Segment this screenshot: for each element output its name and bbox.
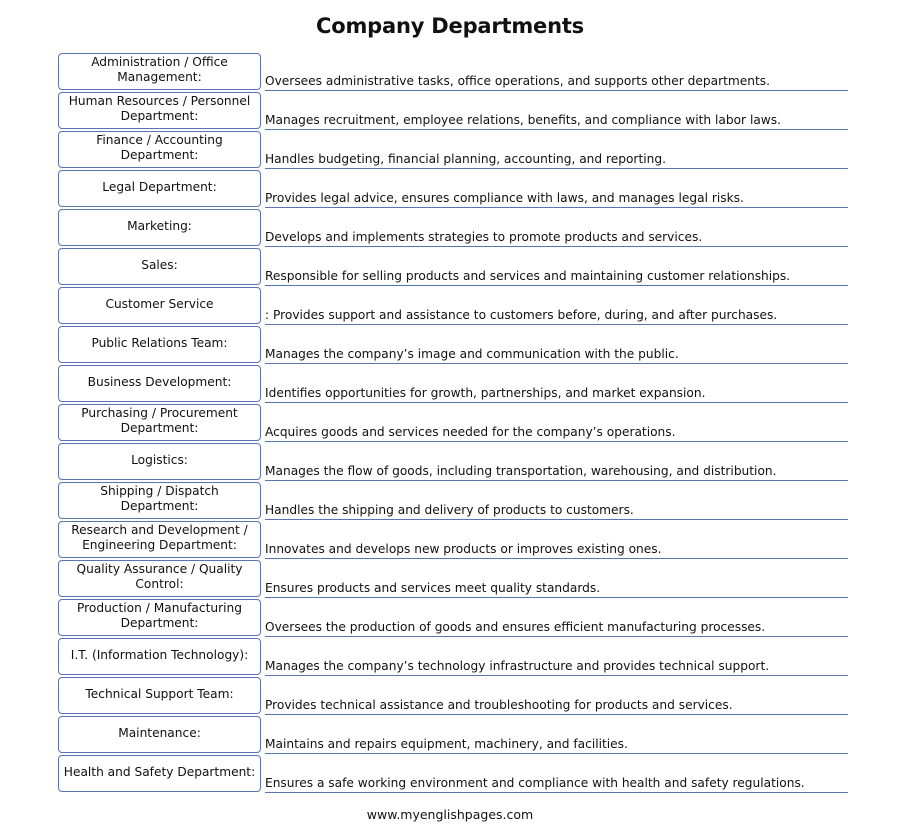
department-name: Legal Department: (58, 170, 261, 207)
department-name: Customer Service (58, 287, 261, 324)
department-description: Innovates and develops new products or improves existing ones. (265, 521, 848, 559)
department-row (58, 209, 848, 248)
department-row (58, 677, 848, 716)
department-description: Develops and implements strategies to promote products and services. (265, 209, 848, 247)
department-name: Shipping / Dispatch Department: (58, 482, 261, 519)
department-row (58, 170, 848, 209)
department-row (58, 755, 848, 794)
department-name: Purchasing / Procurement Department: (58, 404, 261, 441)
department-description: Handles the shipping and delivery of products to customers. (265, 482, 848, 520)
department-description: Provides legal advice, ensures compliance with laws, and manages legal risks. (265, 170, 848, 208)
page-title: Company Departments (316, 14, 584, 38)
department-row (58, 92, 848, 131)
department-name: Logistics: (58, 443, 261, 480)
department-name: Administration / Office Management: (58, 53, 261, 90)
department-row (58, 482, 848, 521)
department-name: Health and Safety Department: (58, 755, 261, 792)
department-name: Maintenance: (58, 716, 261, 753)
department-name: Business Development: (58, 365, 261, 402)
footer-url: www.myenglishpages.com (366, 807, 534, 822)
department-description: Oversees the production of goods and ensures efficient manufacturing processes. (265, 599, 848, 637)
department-row (58, 521, 848, 560)
department-list (58, 53, 848, 794)
department-name: Public Relations Team: (58, 326, 261, 363)
department-name: Research and Development / Engineering Department: (58, 521, 261, 558)
department-description: : Provides support and assistance to customers before, during, and after purchases. (265, 287, 848, 325)
department-description: Identifies opportunities for growth, partnerships, and market expansion. (265, 365, 848, 403)
department-row (58, 599, 848, 638)
department-description: Manages recruitment, employee relations, benefits, and compliance with labor laws. (265, 92, 848, 130)
department-name: Marketing: (58, 209, 261, 246)
department-row (58, 443, 848, 482)
department-name: I.T. (Information Technology): (58, 638, 261, 675)
department-name: Technical Support Team: (58, 677, 261, 714)
department-description: Ensures products and services meet quality standards. (265, 560, 848, 598)
department-description: Ensures a safe working environment and compliance with health and safety regulations. (265, 755, 848, 793)
department-name: Production / Manufacturing Department: (58, 599, 261, 636)
department-row (58, 404, 848, 443)
department-row (58, 248, 848, 287)
department-description: Manages the company’s image and communication with the public. (265, 326, 848, 364)
department-name: Quality Assurance / Quality Control: (58, 560, 261, 597)
department-row (58, 560, 848, 599)
department-row (58, 53, 848, 92)
department-row (58, 287, 848, 326)
department-row (58, 131, 848, 170)
department-description: Manages the flow of goods, including transportation, warehousing, and distribution. (265, 443, 848, 481)
department-description: Acquires goods and services needed for the company’s operations. (265, 404, 848, 442)
department-row (58, 716, 848, 755)
department-name: Finance / Accounting Department: (58, 131, 261, 168)
department-description: Provides technical assistance and troubleshooting for products and services. (265, 677, 848, 715)
department-row (58, 638, 848, 677)
department-name: Human Resources / Personnel Department: (58, 92, 261, 129)
department-description: Manages the company’s technology infrastructure and provides technical support. (265, 638, 848, 676)
department-description: Responsible for selling products and services and maintaining customer relationships. (265, 248, 848, 286)
department-row (58, 365, 848, 404)
department-description: Oversees administrative tasks, office operations, and supports other departments. (265, 53, 848, 91)
department-name: Sales: (58, 248, 261, 285)
department-description: Handles budgeting, financial planning, accounting, and reporting. (265, 131, 848, 169)
department-row (58, 326, 848, 365)
department-description: Maintains and repairs equipment, machinery, and facilities. (265, 716, 848, 754)
